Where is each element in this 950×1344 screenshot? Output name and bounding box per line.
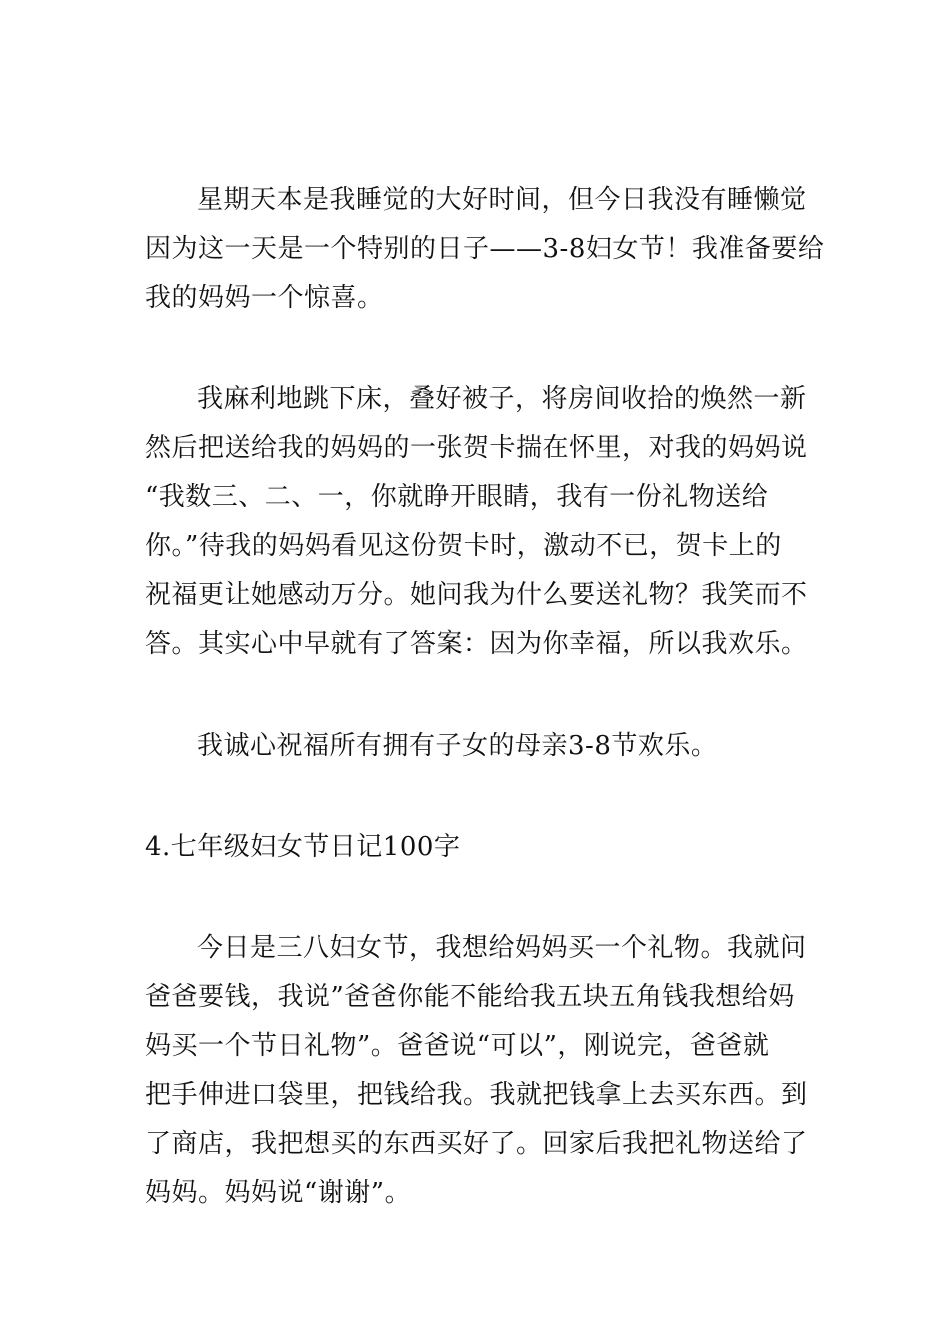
paragraph-1-line-2: 因为这一天是一个特别的日子——3-8妇女节！我准备要给 bbox=[145, 234, 825, 264]
paragraph-2-line-5: 祝福更让她感动万分。她问我为什么要送礼物？我笑而不 bbox=[145, 580, 808, 610]
paragraph-3-line-1: 我诚心祝福所有拥有子女的母亲3-8节欢乐。 bbox=[197, 731, 718, 761]
paragraph-4-line-3: 妈买一个节日礼物”。爸爸说“可以”，刚说完，爸爸就 bbox=[145, 1031, 770, 1061]
paragraph-2-line-1: 我麻利地跳下床，叠好被子，将房间收拾的焕然一新 bbox=[197, 384, 807, 414]
paragraph-1-line-1: 星期天本是我睡觉的大好时间，但今日我没有睡懒觉 bbox=[197, 185, 807, 215]
paragraph-2-line-4: 你。”待我的妈妈看见这份贺卡时，激动不已，贺卡上的 bbox=[145, 531, 782, 561]
paragraph-2-line-6: 答。其实心中早就有了答案：因为你幸福，所以我欢乐。 bbox=[145, 629, 808, 659]
paragraph-4-line-5: 了商店，我把想买的东西买好了。回家后我把礼物送给了 bbox=[145, 1129, 808, 1159]
paragraph-2-line-3: “我数三、二、一，你就睁开眼睛，我有一份礼物送给 bbox=[145, 482, 769, 512]
paragraph-4-line-6: 妈妈。妈妈说“谢谢”。 bbox=[145, 1178, 412, 1208]
paragraph-4-line-1: 今日是三八妇女节，我想给妈妈买一个礼物。我就问 bbox=[197, 933, 807, 963]
section-heading: 4.七年级妇女节日记100字 bbox=[145, 832, 461, 862]
paragraph-4-line-2: 爸爸要钱，我说”爸爸你能不能给我五块五角钱我想给妈 bbox=[145, 982, 795, 1012]
paragraph-4-line-4: 把手伸进口袋里，把钱给我。我就把钱拿上去买东西。到 bbox=[145, 1080, 808, 1110]
paragraph-2-line-2: 然后把送给我的妈妈的一张贺卡揣在怀里，对我的妈妈说 bbox=[145, 433, 808, 463]
paragraph-1-line-3: 我的妈妈一个惊喜。 bbox=[145, 283, 384, 313]
